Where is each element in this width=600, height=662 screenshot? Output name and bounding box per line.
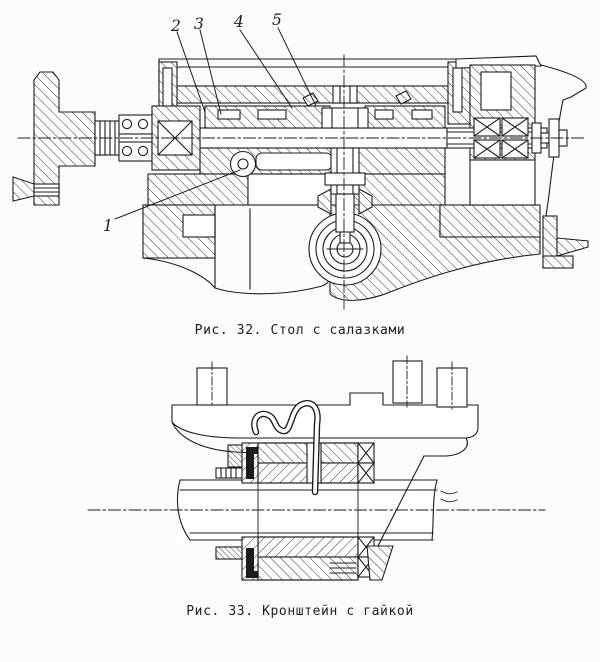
callout-2: 2 [171,17,181,35]
figure-32-caption: Рис. 32. Стол с салазками [194,323,406,338]
fig33-studs [197,356,467,409]
fig32-handwheel-arm [13,72,95,205]
callout-4: 4 [234,13,244,31]
callout-5: 5 [272,11,282,29]
figure-32-drawing [0,0,600,318]
fig32-right-foot [543,216,588,268]
figure-33-caption: Рис. 33. Кронштейн с гайкой [186,604,414,619]
callout-3: 3 [194,15,204,33]
fig32-knob [13,177,34,201]
figure-33-drawing [0,355,600,602]
fig33-gusset-foot [367,546,393,580]
callout-1: 1 [103,217,113,235]
